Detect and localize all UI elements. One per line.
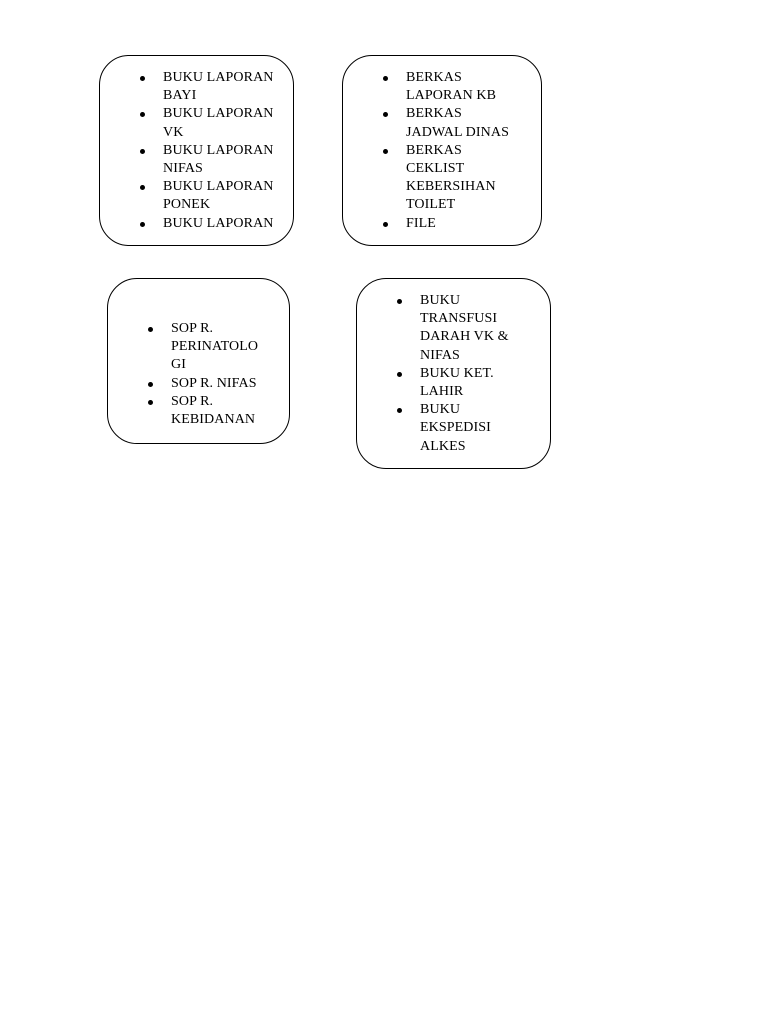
bullet-icon <box>383 112 388 117</box>
bullet-list <box>146 320 266 429</box>
bullet-icon <box>397 372 402 377</box>
list-item: BUKU LAPORAN VK <box>138 105 278 141</box>
bullet-list <box>381 69 521 233</box>
label-box-buku <box>356 278 551 469</box>
bullet-icon <box>383 149 388 154</box>
bullet-icon <box>397 299 402 304</box>
list-item: SOP R. PERINATOLO GI <box>146 320 266 375</box>
bullet-icon <box>140 185 145 190</box>
list-item: SOP R. KEBIDANAN <box>146 393 266 429</box>
list-item: BUKU EKSPEDISI ALKES <box>395 401 515 456</box>
list-item: BUKU KET. LAHIR <box>395 365 515 401</box>
bullet-icon <box>140 112 145 117</box>
bullet-icon <box>140 76 145 81</box>
bullet-list <box>138 69 278 233</box>
bullet-icon <box>148 382 153 387</box>
bullet-icon <box>383 76 388 81</box>
bullet-icon <box>148 400 153 405</box>
list-item: BERKAS JADWAL DINAS <box>381 105 521 141</box>
bullet-icon <box>140 222 145 227</box>
list-item: BUKU LAPORAN <box>138 215 278 233</box>
bullet-icon <box>397 408 402 413</box>
list-item: BUKU LAPORAN BAYI <box>138 69 278 105</box>
label-box-laporan <box>99 55 294 246</box>
list-item: BUKU LAPORAN PONEK <box>138 178 278 214</box>
list-item: SOP R. NIFAS <box>146 375 266 393</box>
list-item: BERKAS CEKLIST KEBERSIHAN TOILET <box>381 142 521 215</box>
bullet-icon <box>148 327 153 332</box>
list-item: BERKAS LAPORAN KB <box>381 69 521 105</box>
bullet-list <box>395 292 515 456</box>
label-box-berkas <box>342 55 542 246</box>
bullet-icon <box>140 149 145 154</box>
list-item: BUKU TRANSFUSI DARAH VK & NIFAS <box>395 292 515 365</box>
label-box-sop <box>107 278 290 444</box>
bullet-icon <box>383 222 388 227</box>
list-item: FILE <box>381 215 521 233</box>
list-item: BUKU LAPORAN NIFAS <box>138 142 278 178</box>
